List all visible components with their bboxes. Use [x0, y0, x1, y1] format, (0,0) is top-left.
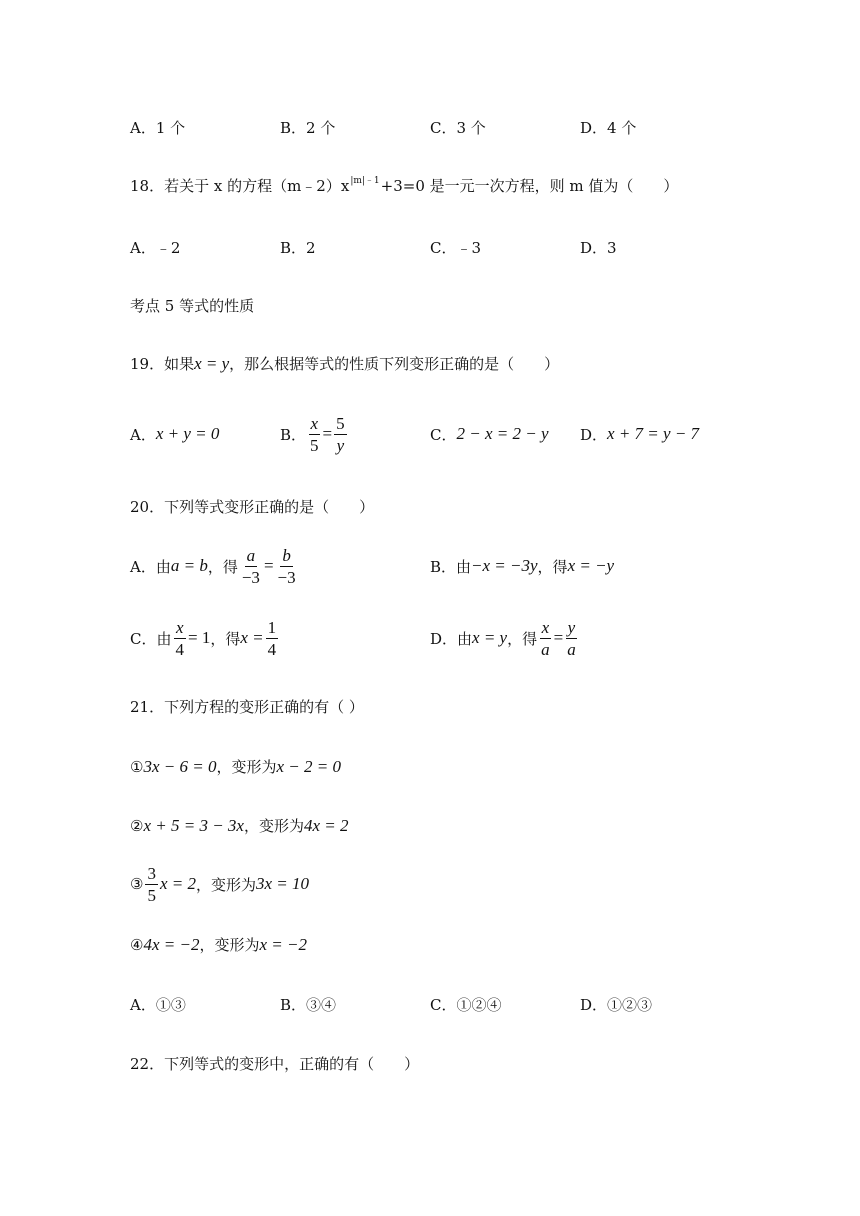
- q18-stem-pre: 18．若关于 x 的方程（m﹣2）x: [130, 177, 350, 195]
- fraction-denominator: a: [567, 639, 576, 659]
- fraction-numerator: 3: [147, 863, 156, 883]
- q20-option-a: [130, 546, 300, 586]
- fraction-numerator: 1: [267, 617, 277, 637]
- q20-option-d-prefix: D．由: [430, 629, 473, 648]
- q22-stem: 22．下列等式的变形中，正确的有（ ）: [130, 1055, 420, 1073]
- q20-option-b-de: ，得: [537, 557, 568, 576]
- q21-option-c: C．①②④: [430, 995, 502, 1014]
- q20-option-d: [430, 618, 580, 658]
- q21-item-1-result: x − 2 = 0: [276, 757, 341, 776]
- q20-option-b-condition: −x = −3y: [471, 556, 538, 575]
- q20-option-c-eq: = 1: [187, 628, 211, 647]
- fraction-denominator: 4: [267, 639, 277, 659]
- q21-item-2: [130, 816, 349, 836]
- q19-options: [130, 414, 750, 454]
- q18-options: [130, 227, 750, 267]
- q20-option-c-de: ，得: [210, 629, 241, 648]
- q20-option-a-fraction-right: [276, 547, 298, 586]
- fraction-numerator: a: [246, 545, 256, 565]
- q19-option-a: [130, 414, 219, 454]
- q20-option-a-condition: a = b: [170, 556, 208, 575]
- equals-sign: =: [263, 556, 274, 575]
- fraction-numerator: x: [175, 617, 184, 637]
- fraction-numerator: x: [541, 617, 550, 637]
- q21-item-3: [130, 864, 750, 904]
- q21-option-d: D．①②③: [580, 995, 653, 1014]
- q18-option-c: C．﹣3: [430, 238, 482, 257]
- q21-item-4-result: x = −2: [259, 935, 307, 954]
- fraction-denominator: −3: [277, 567, 296, 587]
- q21-item-2-mark: ②: [130, 817, 144, 835]
- q20-option-b: [430, 546, 614, 586]
- equals-sign: =: [322, 424, 333, 443]
- q19-option-b: [280, 414, 349, 454]
- q21-item-3-content: [130, 864, 309, 904]
- q21-item-1: [130, 757, 341, 777]
- q21-item-1-connector: ，变形为: [216, 758, 277, 776]
- q19-option-a-math: x + y = 0: [155, 424, 220, 443]
- q21-item-2-equation: x + 5 = 3 − 3x: [143, 816, 244, 835]
- q21-item-3-connector: ，变形为: [195, 875, 256, 894]
- q17-option-a: A．1 个: [130, 118, 186, 137]
- q19-option-b-fraction-left: [308, 415, 321, 454]
- q20-option-d-fraction-right: [565, 619, 578, 658]
- q19-stem-post: ，那么根据等式的性质下列变形正确的是（ ）: [229, 355, 560, 373]
- q20-option-c: [130, 618, 280, 658]
- q17-options: [130, 107, 750, 147]
- q20-option-d-fraction-left: [539, 619, 552, 658]
- q20-option-c-prefix: C．由: [130, 629, 172, 648]
- q18-exponent: |m|﹣1: [350, 176, 380, 186]
- q20-option-a-de: ，得: [207, 557, 238, 576]
- q20-option-d-de: ，得: [507, 629, 538, 648]
- q19-option-d: [580, 414, 699, 454]
- q21-item-4-connector: ，变形为: [199, 936, 260, 954]
- fraction-numerator: y: [567, 617, 576, 637]
- q21-option-b: B．③④: [280, 995, 337, 1014]
- q21-item-1-equation: 3x − 6 = 0: [143, 757, 217, 776]
- q19-option-c-math: 2 − x = 2 − y: [456, 424, 549, 443]
- q20-options-cd: [130, 618, 750, 658]
- q19-option-c-letter: C．: [430, 425, 457, 444]
- q21-option-a: A．①③: [130, 995, 186, 1014]
- q18-stem-post: +3=0 是一元一次方程，则 m 值为（ ）: [380, 177, 679, 195]
- q20-stem: 20．下列等式变形正确的是（ ）: [130, 498, 375, 516]
- fraction-numerator: b: [282, 545, 291, 565]
- q17-option-b: B．2 个: [280, 118, 336, 137]
- q20-options-ab: [130, 546, 750, 586]
- q19-stem-math: x = y: [194, 354, 230, 373]
- q19-option-d-math: x + 7 = y − 7: [607, 424, 700, 443]
- fraction-numerator: x: [310, 413, 319, 433]
- q20-option-d-condition: x = y: [472, 628, 508, 647]
- q21-item-4-equation: 4x = −2: [143, 935, 200, 954]
- q21-item-4: [130, 935, 307, 955]
- section-title: 考点 5 等式的性质: [130, 297, 255, 315]
- q19-option-b-letter: B．: [280, 425, 307, 444]
- q20-option-a-prefix: A．由: [130, 557, 171, 576]
- q21-item-2-connector: ，变形为: [243, 817, 304, 835]
- q17-option-c: C．3 个: [430, 118, 486, 137]
- q19-option-b-fraction-right: [334, 415, 347, 454]
- q19-option-d-letter: D．: [580, 425, 608, 444]
- q18-option-a: A．﹣2: [130, 238, 181, 257]
- q19-option-a-letter: A．: [130, 425, 156, 444]
- q21-item-1-mark: ①: [130, 758, 144, 776]
- q19-stem-pre: 19．如果: [130, 355, 195, 373]
- q20-option-a-fraction-left: [240, 547, 262, 586]
- equals-sign: =: [553, 628, 564, 647]
- q18-stem: [130, 176, 678, 199]
- fraction-denominator: 5: [147, 885, 156, 905]
- q18-option-b: B．2: [280, 238, 316, 257]
- q21-item-3-fraction: [145, 865, 158, 904]
- q21-item-3-mark: ③: [130, 875, 144, 893]
- q20-option-c-result-fraction: [266, 619, 279, 658]
- fraction-denominator: y: [336, 435, 345, 455]
- q21-item-3-result: 3x = 10: [256, 874, 310, 893]
- q21-item-2-result: 4x = 2: [303, 816, 349, 835]
- fraction-denominator: a: [541, 639, 550, 659]
- fraction-numerator: 5: [336, 413, 345, 433]
- fraction-denominator: 5: [310, 435, 319, 455]
- q17-option-d: D．4 个: [580, 118, 637, 137]
- q20-option-b-result: x = −y: [567, 556, 615, 575]
- fraction-denominator: −3: [241, 567, 260, 587]
- q21-item-4-mark: ④: [130, 936, 144, 954]
- q20-option-c-result-var: x =: [240, 628, 264, 647]
- fraction-denominator: 4: [175, 639, 184, 659]
- q19-option-c: [430, 414, 549, 454]
- q20-option-b-prefix: B．由: [430, 557, 472, 576]
- q19-stem: [130, 354, 559, 374]
- q21-stem: 21．下列方程的变形正确的有（ ）: [130, 698, 364, 716]
- q21-item-3-tail: x = 2: [159, 874, 196, 893]
- q21-options: [130, 984, 750, 1024]
- q20-option-c-fraction: [173, 619, 186, 658]
- q18-option-d: D．3: [580, 238, 617, 257]
